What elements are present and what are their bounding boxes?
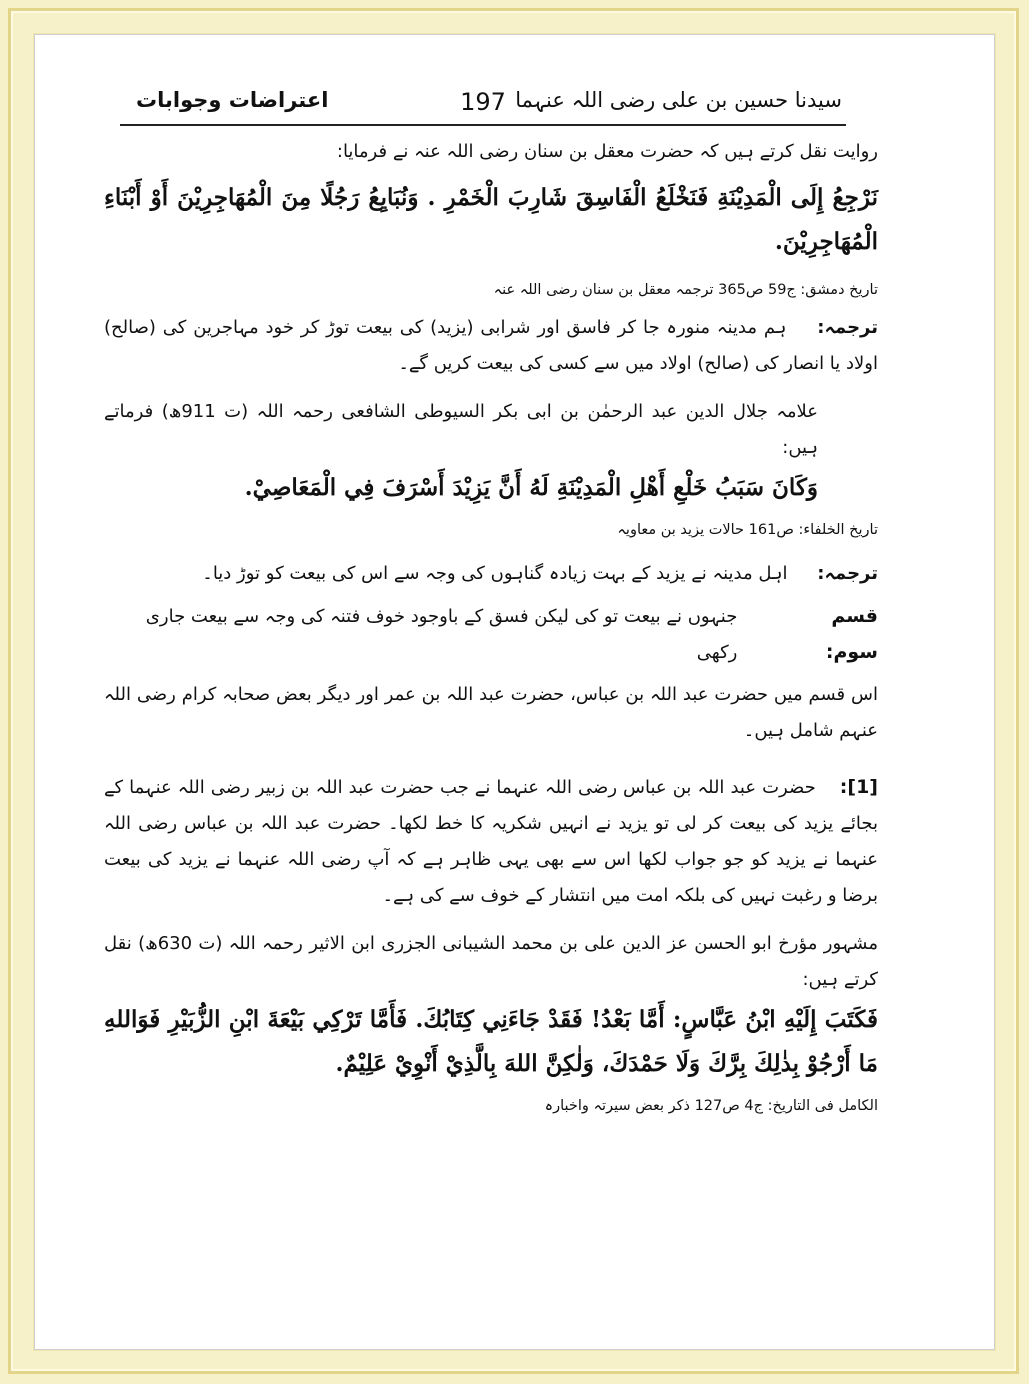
third-kind-label: قسم سوم:	[825, 605, 878, 663]
reference-3: الکامل فی التاریخ: ج4 ص127 ذکر بعض سیرتہ واخبارہ	[544, 1098, 878, 1114]
translation-label: ترجمہ:	[817, 317, 878, 338]
book-title: سیدنا حسین بن علی رضی اللہ عنہما	[515, 88, 842, 112]
arabic-quote-3: فَكَتَبَ إِلَيْهِ ابْنُ عَبَّاسٍ: أَمَّا بَعْدُ! فَقَدْ جَاءَنِي كِتَابُكَ. فَأَمَّا تَرْكِي بَيْعَةَ ابْنِ الزُّبَيْرِ فَوَاللهِ مَا أَرْجُوْ بِذٰلِكَ بِرَّكَ وَلَا حَمْدَكَ، وَلٰكِنَّ اللهَ بِالَّذِيْ أَنْوِيْ عَلِيْمٌ.	[104, 1006, 878, 1077]
arabic-quote-2: وَكَانَ سَبَبُ خَلْعِ أَهْلِ الْمَدِيْنَةِ لَهُ أَنَّ يَزِيْدَ أَسْرَفَ فِي الْمَعَاصِيْ.	[244, 474, 818, 501]
item-number: [1]:	[839, 776, 878, 798]
translation-text: اہل مدینہ نے یزید کے بہت زیادہ گناہوں کی وجہ سے اس کی بیعت کو توڑ دیا۔	[202, 563, 788, 584]
item-text: حضرت عبد اللہ بن عباس رضی اللہ عنہما نے جب حضرت عبد اللہ بن زبیر رضی اللہ عنہما کے بجائے یزید کی بیعت کر لی تو یزید نے انہیں شکریہ کا خط لکھا۔ حضرت عبد اللہ بن عباس رضی اللہ عنہما نے یزید کو جو جواب لکھا اس سے بھی یہی ظاہر ہے کہ آپ رضی اللہ عنہما نے یزید کی بیعت برضا و رغبت نہیں کی بلکہ امت میں انتشار کے خوف سے کی ہے۔	[104, 777, 878, 906]
page-body	[104, 134, 878, 1294]
intro-line: روایت نقل کرتے ہیں کہ حضرت معقل بن سنان رضی اللہ عنہ نے فرمایا:	[336, 141, 878, 162]
header-rule	[120, 124, 846, 126]
suyuti-intro: علامہ جلال الدین عبد الرحمٰن بن ابی بکر السیوطی الشافعی رحمہ اللہ (ت 911ھ) فرماتے ہیں:	[104, 401, 818, 458]
translation-label: ترجمہ:	[817, 563, 878, 584]
translation-text: ہم مدینہ منورہ جا کر فاسق اور شرابی (یزید) کی بیعت توڑ کر خود مہاجرین کی (صالح) اولاد یا انصار کی (صالح) اولاد میں سے کسی کی بیعت کریں گے۔	[104, 317, 878, 374]
arabic-quote-1: نَرْجِعُ إِلَى الْمَدِيْنَةِ فَنَخْلَعُ الْفَاسِقَ شَارِبَ الْخَمْرِ . وَنُبَايِعُ رَجُلًا مِنَ الْمُهَاجِرِيْنَ أَوْ أَبْنَاءِ الْمُهَاجِرِيْنَ.	[104, 184, 878, 255]
chapter-title: اعتراضات وجوابات	[136, 88, 329, 112]
item-1	[104, 769, 878, 914]
translation-1	[104, 310, 878, 382]
reference-2: تاریخ الخلفاء: ص161 حالات یزید بن معاویہ	[617, 522, 878, 538]
translation-2	[104, 556, 878, 592]
third-kind-text: جنہوں نے بیعت تو کی لیکن فسق کے باوجود خوف فتنہ کی وجہ سے بیعت جاری رکھی	[145, 606, 738, 663]
page-number: 197	[460, 88, 506, 116]
page-header	[120, 88, 846, 128]
third-kind-description: اس قسم میں حضرت عبد اللہ بن عباس، حضرت عبد اللہ بن عمر اور دیگر بعض صحابہ کرام رضی اللہ عنہم شامل ہیں۔	[104, 684, 878, 741]
reference-1: تاریخ دمشق: ج59 ص365 ترجمہ معقل بن سنان رضی اللہ عنہ	[493, 282, 878, 298]
third-kind-heading	[104, 598, 878, 671]
ibn-athir-intro: مشہور مؤرخ ابو الحسن عز الدین علی بن محمد الشیبانی الجزری ابن الاثیر رحمہ اللہ (ت 630ھ) نقل کرتے ہیں:	[104, 933, 878, 990]
